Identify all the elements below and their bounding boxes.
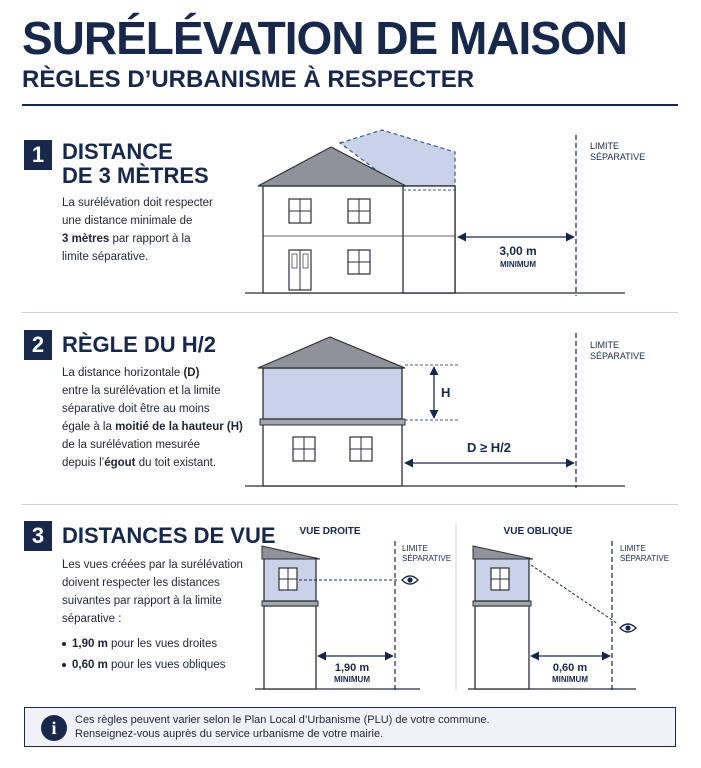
dimension-caption: MINIMUM xyxy=(334,675,370,684)
roof xyxy=(262,546,320,559)
door-icon xyxy=(289,250,311,290)
page-title: SURÉLÉVATION DE MAISON xyxy=(22,12,627,64)
section-3-desc-line: suivantes par rapport à la limite xyxy=(62,595,222,607)
section-1-number: 1 xyxy=(24,140,52,170)
section-3-number: 3 xyxy=(24,521,52,551)
window-icon xyxy=(350,437,372,461)
eye-icon xyxy=(402,576,418,584)
bullet-straight-views: 1,90 m pour les vues droites xyxy=(62,636,217,652)
section-2-desc-line: entre la surélévation et la limite xyxy=(62,385,221,397)
dimension-value: 1,90 m xyxy=(334,662,370,674)
existing-house xyxy=(263,424,402,486)
section-2-number: 2 xyxy=(24,330,52,360)
section-2-desc-line: égale à la moitié de la hauteur (H) xyxy=(62,421,243,433)
page-subtitle: RÈGLES D’URBANISME À RESPECTER xyxy=(22,66,475,93)
diagram-oblique-view xyxy=(468,526,669,690)
section-1-desc-line: 3 mètres par rapport à la xyxy=(62,233,191,245)
limit-label: LIMITE xyxy=(590,340,620,350)
section-2-desc-line: de la surélévation mesurée xyxy=(62,439,201,451)
window-icon xyxy=(491,568,509,590)
existing-house xyxy=(264,606,316,689)
view-title: VUE DROITE xyxy=(299,526,361,537)
diagram-2 xyxy=(245,333,645,488)
window-icon xyxy=(279,568,297,590)
roof xyxy=(473,546,533,559)
section-1-desc-line: une distance minimale de xyxy=(62,215,193,227)
dimension-value: 3,00 m xyxy=(499,244,537,258)
dimension-value: 0,60 m xyxy=(552,662,588,674)
limit-label: LIMITE xyxy=(620,544,646,553)
section-3-title: DISTANCES DE VUE xyxy=(62,523,276,548)
view-title: VUE OBLIQUE xyxy=(503,526,573,537)
floor-slab xyxy=(260,419,405,425)
extension-volume xyxy=(263,368,402,419)
section-1-desc-line: La surélévation doit respecter xyxy=(62,197,213,209)
info-text xyxy=(75,713,490,741)
limit-label: SÉPARATIVE xyxy=(590,152,646,162)
dimension-caption: MINIMUM xyxy=(500,260,536,269)
window-icon xyxy=(348,199,370,223)
window-icon xyxy=(348,250,370,274)
height-label: H xyxy=(441,385,451,400)
section-2-title: RÈGLE DU H/2 xyxy=(62,332,217,357)
section-1-desc-line: limite séparative. xyxy=(62,251,149,263)
section-3-desc-line: séparative : xyxy=(62,613,122,625)
existing-house xyxy=(475,606,529,689)
limit-label: SÉPARATIVE xyxy=(620,554,670,563)
limit-label: LIMITE xyxy=(402,544,428,553)
bullet-oblique-views: 0,60 m pour les vues obliques xyxy=(62,657,225,673)
limit-label: SÉPARATIVE xyxy=(402,554,452,563)
section-2-desc-line: La distance horizontale (D) xyxy=(62,367,200,379)
section-2-desc-line: depuis l’égout du toit existant. xyxy=(62,457,217,469)
window-icon xyxy=(293,437,315,461)
eye-icon xyxy=(620,624,636,632)
sight-line xyxy=(531,565,618,624)
dimension-caption: MINIMUM xyxy=(552,675,588,684)
limit-label: SÉPARATIVE xyxy=(590,351,646,361)
info-line: Ces règles peuvent varier selon le Plan Local d’Urbanisme (PLU) de votre commune. xyxy=(75,714,490,726)
distance-label: D ≥ H/2 xyxy=(467,440,511,455)
info-box xyxy=(24,707,676,747)
roof xyxy=(258,337,405,368)
section-2-desc-line: séparative doit être au moins xyxy=(62,403,210,415)
diagram-1 xyxy=(245,130,645,296)
section-3-desc-line: doivent respecter les distances xyxy=(62,577,220,589)
section-1-title-line1: DISTANCE xyxy=(62,139,173,164)
section-1-title-line2: DE 3 MÈTRES xyxy=(62,163,209,188)
diagram-straight-view xyxy=(255,526,451,690)
limit-label: LIMITE xyxy=(590,141,620,151)
window-icon xyxy=(289,199,311,223)
info-line: Renseignez-vous auprès du service urbanisme de votre mairie. xyxy=(75,728,384,740)
info-icon: i xyxy=(41,715,67,741)
section-3-desc-line: Les vues créées par la surélévation xyxy=(62,559,243,571)
